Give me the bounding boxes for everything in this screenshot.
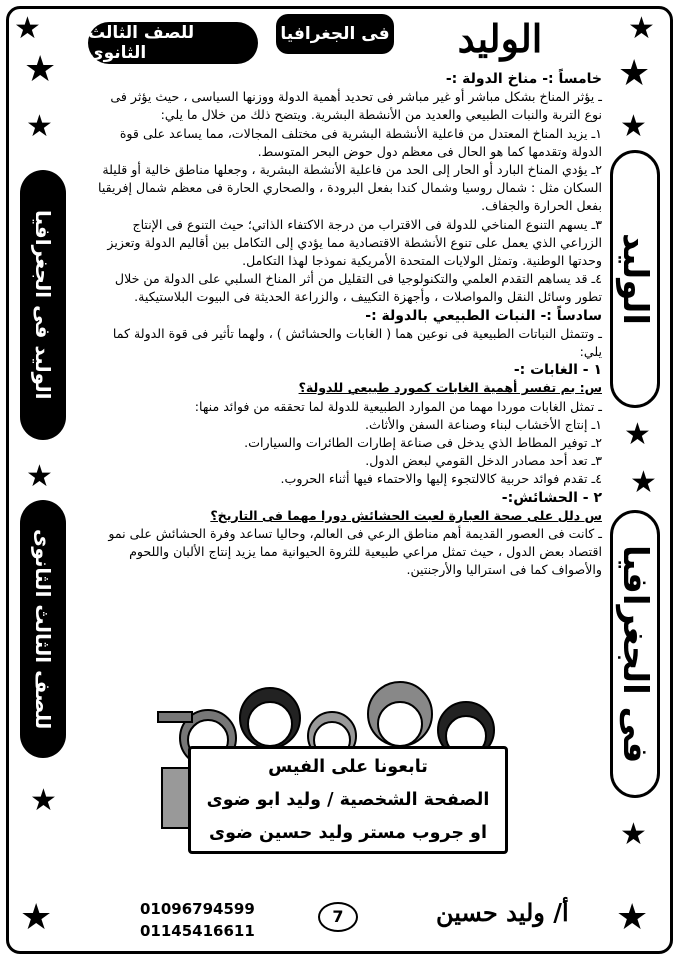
list-item: ٢ـ توفير المطاط الذي يدخل فى صناعة إطارات الطائرات والسيارات. xyxy=(244,435,602,451)
banner-line: الصفحة الشخصية / وليد ابو ضوى xyxy=(206,790,490,810)
star-icon: ★ xyxy=(630,465,657,500)
paragraph: ٢ـ يؤدي المناخ البارد أو الحار إلى الحد من فاعلية الأنشطة البشرية ، وجعلها مناطق خالية أو قليلة السكان مثل : شمال روسيا وشمال كندا بفعل البرودة ، والصحاري الحارة فى معظم شمال إفريقيا بفعل الحرارة والجفاف. xyxy=(98,162,602,214)
subheading-forests: ١ - الغابات :- xyxy=(513,362,602,379)
star-icon: ★ xyxy=(26,109,53,144)
paragraph: ـ تمثل الغابات موردا مهما من الموارد الطبيعية للدولة لما تحققه من فوائد منها: xyxy=(194,398,602,414)
star-icon: ★ xyxy=(30,783,57,818)
author-name: أ/ وليد حسين xyxy=(436,898,569,927)
phone-number: 01145416611 xyxy=(140,922,255,940)
star-icon: ★ xyxy=(620,817,647,852)
header-title: الوليد xyxy=(457,15,543,61)
side-label-right-bottom: فى الجغرافيا xyxy=(610,510,660,798)
star-icon: ★ xyxy=(616,897,649,938)
banner-line: او جروب مستر وليد حسين ضوى xyxy=(209,823,487,843)
header-subject-label: فى الجغرافيا xyxy=(276,14,394,54)
page-number: 7 xyxy=(318,902,358,932)
header-grade-label: للصف الثالث الثانوى xyxy=(88,22,258,64)
follow-banner xyxy=(188,746,508,854)
section-heading-vegetation: سادساً :- النبات الطبيعي بالدولة :- xyxy=(365,307,602,324)
list-item: ١ـ إنتاج الأخشاب لبناء وصناعة السفن والأثاث. xyxy=(364,416,602,432)
star-icon: ★ xyxy=(24,49,57,90)
star-icon: ★ xyxy=(26,459,53,494)
side-label-right-top: الوليد xyxy=(610,150,660,408)
question: س: بم تفسر أهمية الغابات كمورد طبيعي للدولة؟ xyxy=(298,380,602,396)
question: س دلل على صحة العبارة لعبت الحشائش دورا مهما فى التاريخ؟ xyxy=(210,507,602,523)
list-item: ٤ـ تقدم فوائد حربية كالالتجوء إليها والاحتماء فيها أثناء الحروب. xyxy=(280,471,602,487)
star-icon: ★ xyxy=(628,11,655,46)
phone-number: 01096794599 xyxy=(140,900,255,918)
star-icon: ★ xyxy=(20,897,53,938)
paragraph: ١ـ يزيد المناخ المعتدل من فاعلية الأنشطة البشرية فى مختلف المجالات، مما يساعد على قوة الدولة وتقدمها كما هو الحال فى معظم دول حوض البحر المتوسط. xyxy=(119,125,602,159)
star-icon: ★ xyxy=(14,11,41,46)
star-icon: ★ xyxy=(620,109,647,144)
paragraph: ٣ـ يسهم التنوع المناخي للدولة فى الاقتراب من درجة الاكتفاء الذاتي؛ حيث التنوع فى الإنتاج الزراعي الذي يعمل على تنوع الأنشطة الاقتصادية مما يؤدي إلى التكامل بين أقاليم الدولة وتعزيز وحدتها الوطنية. وتمثل الولايات المتحدة الأمريكية نموذجا لهذا التكامل. xyxy=(107,216,602,269)
paragraph: ٤ـ قد يساهم التقدم العلمي والتكنولوجيا فى التقليل من أثر المناخ السلبي على الدولة من خلال تطور وسائل النقل والمواصلات ، وأجهزة التكييف ، والزراعة الحديثة فى البيوت البلاستيكية. xyxy=(114,271,602,305)
section-heading-climate: خامساً :- مناخ الدولة :- xyxy=(445,71,602,87)
star-icon: ★ xyxy=(624,417,651,452)
phone-numbers xyxy=(140,898,255,942)
side-label-left-top: الوليد فى الجغرافيا xyxy=(20,170,66,440)
paragraph: ـ يؤثر المناخ بشكل مباشر أو غير مباشر فى تحديد أهمية الدولة ووزنها السياسى ، حيث يؤثر فى نوع التربة والنبات الطبيعي والعديد من الأنشطة البشرية. ويتضح ذلك من خلال ما يلي: xyxy=(110,89,602,123)
subheading-grasslands: ٢ - الحشائش:- xyxy=(501,489,602,506)
banner-line: تابعونا على الفيس xyxy=(268,757,428,777)
paragraph: ـ وتتمثل النباتات الطبيعية فى نوعين هما ( الغابات والحشائش ) ، ولهما تأثير فى قوة الدولة كما يلي: xyxy=(112,325,602,360)
lesson-content xyxy=(92,70,602,580)
star-icon: ★ xyxy=(618,53,651,94)
list-item: ٣ـ تعد أحد مصادر الدخل القومي لبعض الدول. xyxy=(365,453,602,469)
paragraph: ـ كانت فى العصور القديمة أهم مناطق الرعي فى العالم، وحاليا تساعد وفرة الحشائش على نمو اقتصاد بعض الدول ، حيث تمثل مراعي طبيعية للثروة الحيوانية مما يزيد إنتاج الألبان واللحوم والأصواف كما فى استراليا والأرجنتين. xyxy=(108,526,602,578)
side-label-left-bottom: للصف الثالث الثانوى xyxy=(20,500,66,758)
